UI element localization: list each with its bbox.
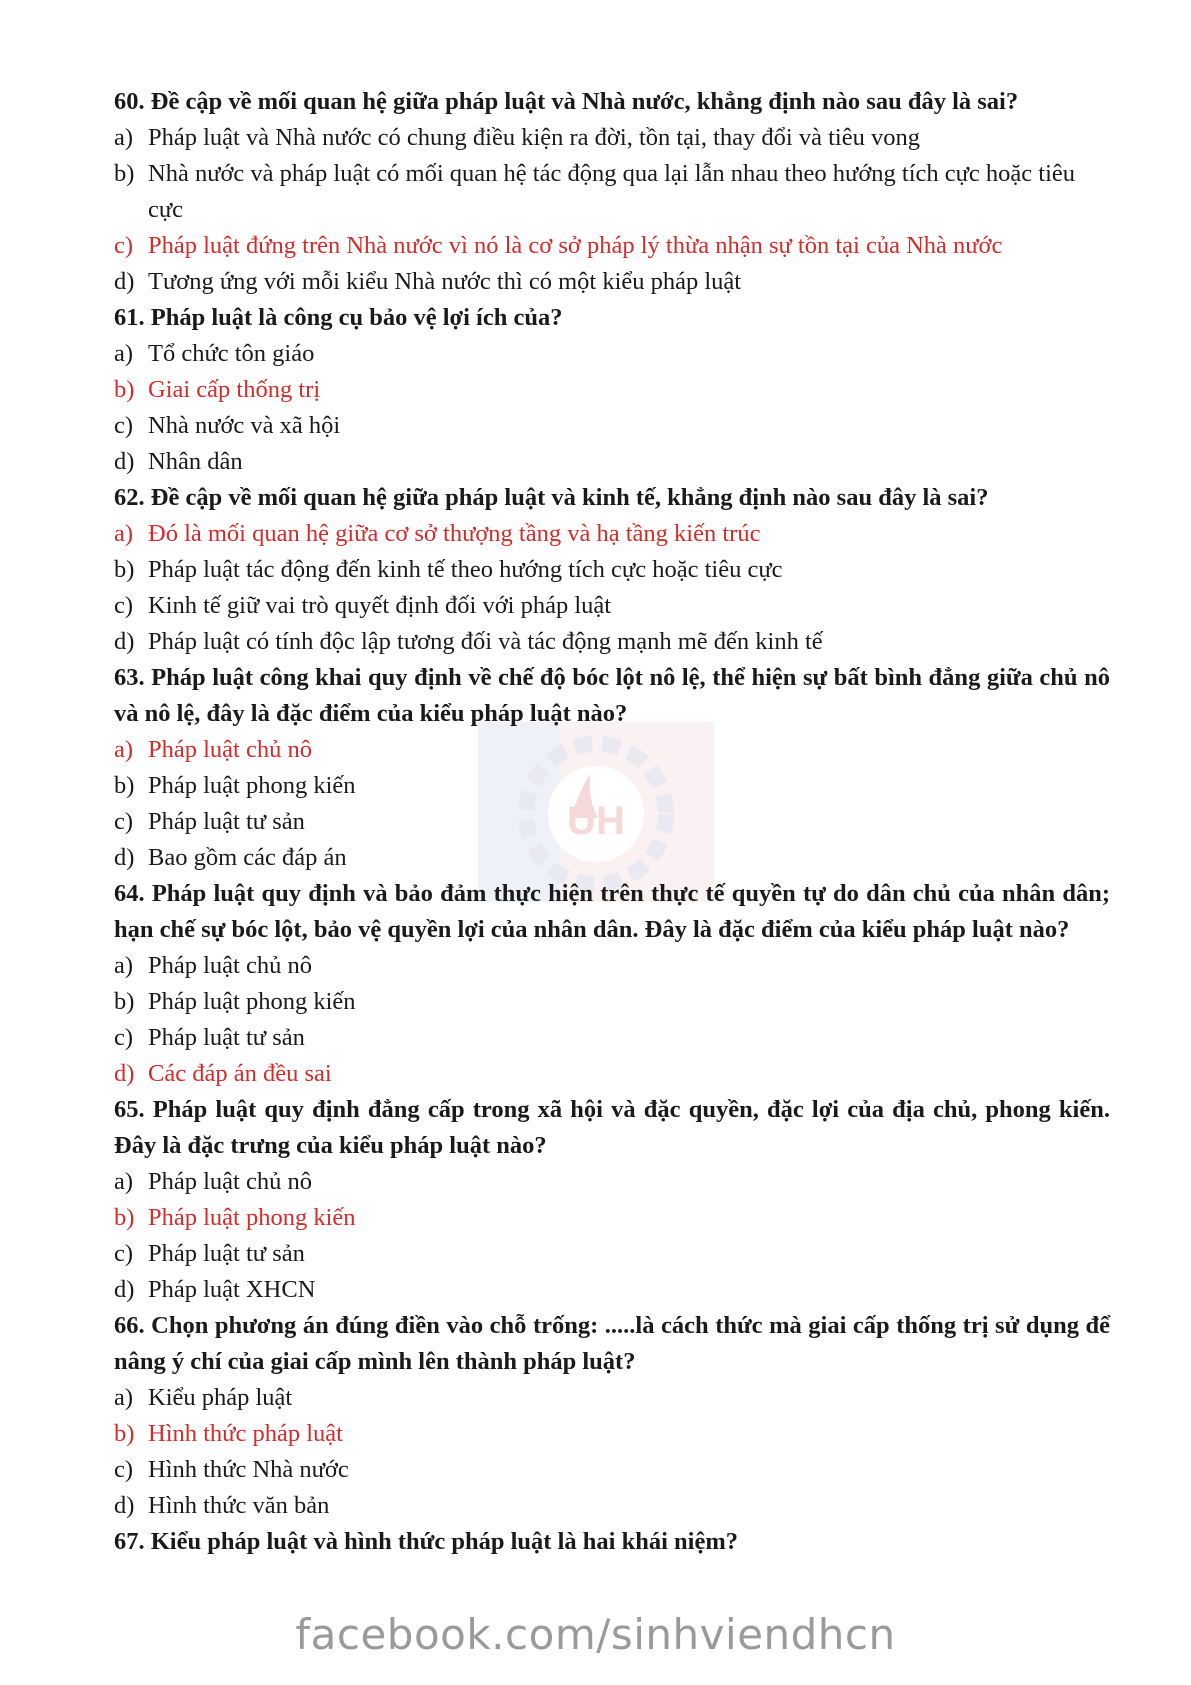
answer-option bbox=[114, 588, 1110, 624]
option-letter: b) bbox=[114, 988, 135, 1015]
option-text: Pháp luật tác động đến kinh tế theo hướng tích cực hoặc tiêu cực bbox=[148, 556, 783, 583]
option-text: Pháp luật phong kiến bbox=[148, 1204, 356, 1231]
watermark-letters: UH bbox=[567, 799, 625, 843]
option-text: Giai cấp thống trị bbox=[148, 376, 321, 403]
option-letter: c) bbox=[114, 592, 134, 619]
option-letter: a) bbox=[114, 340, 134, 367]
option-text: Pháp luật chủ nô bbox=[148, 736, 312, 763]
option-text: Pháp luật phong kiến bbox=[148, 772, 356, 799]
option-text: Pháp luật chủ nô bbox=[148, 952, 312, 979]
answer-option-correct bbox=[114, 1200, 1110, 1236]
option-letter: a) bbox=[114, 1168, 134, 1195]
option-letter: c) bbox=[114, 1024, 134, 1051]
answer-option bbox=[114, 624, 1110, 660]
option-letter: c) bbox=[114, 232, 134, 259]
answer-option bbox=[114, 1164, 1110, 1200]
answer-option bbox=[114, 1236, 1110, 1272]
option-letter: d) bbox=[114, 1060, 135, 1087]
answer-option bbox=[114, 552, 1110, 588]
option-text: Pháp luật chủ nô bbox=[148, 1168, 312, 1195]
option-text: Hình thức pháp luật bbox=[148, 1420, 343, 1447]
option-letter: a) bbox=[114, 736, 134, 763]
answer-option bbox=[114, 264, 1110, 300]
option-text: Các đáp án đều sai bbox=[148, 1060, 332, 1087]
option-text: Tương ứng với mỗi kiểu Nhà nước thì có một kiểu pháp luật bbox=[148, 268, 742, 295]
answer-option bbox=[114, 1380, 1110, 1416]
option-letter: a) bbox=[114, 520, 134, 547]
answer-option bbox=[114, 444, 1110, 480]
option-text: Pháp luật phong kiến bbox=[148, 988, 356, 1015]
answer-option-correct bbox=[114, 228, 1110, 264]
option-letter: d) bbox=[114, 448, 135, 475]
answer-option bbox=[114, 768, 1110, 804]
option-text: Pháp luật XHCN bbox=[148, 1276, 316, 1303]
answer-option bbox=[114, 1020, 1110, 1056]
option-text: Đó là mối quan hệ giữa cơ sở thượng tầng và hạ tầng kiến trúc bbox=[148, 520, 761, 547]
option-text: Hình thức văn bản bbox=[148, 1492, 330, 1519]
answer-option bbox=[114, 156, 1110, 228]
answer-option-correct bbox=[114, 1056, 1110, 1092]
option-text: Pháp luật tư sản bbox=[148, 1024, 305, 1051]
question-text: 60. Đề cập về mối quan hệ giữa pháp luật và Nhà nước, khẳng định nào sau đây là sai? bbox=[114, 88, 1019, 115]
answer-option bbox=[114, 120, 1110, 156]
option-letter: b) bbox=[114, 1204, 135, 1231]
option-letter: c) bbox=[114, 1456, 134, 1483]
question-text: 65. Pháp luật quy định đẳng cấp trong xã hội và đặc quyền, đặc lợi của địa chủ, phong kiến. Đây là đặc trưng của kiểu pháp luật nào? bbox=[114, 1096, 1110, 1159]
answer-option-correct bbox=[114, 516, 1110, 552]
answer-option bbox=[114, 1452, 1110, 1488]
answer-option bbox=[114, 1272, 1110, 1308]
option-text: Pháp luật và Nhà nước có chung điều kiện ra đời, tồn tại, thay đổi và tiêu vong bbox=[148, 124, 920, 151]
question-list bbox=[114, 84, 1110, 1560]
option-text: Tổ chức tôn giáo bbox=[148, 340, 315, 367]
option-text: Bao gồm các đáp án bbox=[148, 844, 347, 871]
option-letter: c) bbox=[114, 412, 134, 439]
option-text: Pháp luật tư sản bbox=[148, 1240, 305, 1267]
answer-option bbox=[114, 948, 1110, 984]
option-letter: d) bbox=[114, 628, 135, 655]
option-letter: b) bbox=[114, 556, 135, 583]
option-letter: b) bbox=[114, 772, 135, 799]
answer-option bbox=[114, 840, 1110, 876]
option-letter: d) bbox=[114, 1276, 135, 1303]
answer-option bbox=[114, 804, 1110, 840]
option-letter: c) bbox=[114, 808, 134, 835]
footer-url: facebook.com/sinhviendhcn bbox=[295, 1610, 896, 1659]
question-text: 63. Pháp luật công khai quy định về chế độ bóc lột nô lệ, thể hiện sự bất bình đẳng giữa chủ nô và nô lệ, đây là đặc điểm của kiểu pháp luật nào? bbox=[114, 664, 1110, 727]
question-text: 61. Pháp luật là công cụ bảo vệ lợi ích của? bbox=[114, 304, 563, 331]
option-letter: b) bbox=[114, 376, 135, 403]
answer-option bbox=[114, 984, 1110, 1020]
option-letter: d) bbox=[114, 844, 135, 871]
option-text: Nhà nước và pháp luật có mối quan hệ tác động qua lại lẫn nhau theo hướng tích cực hoặc tiêu cực bbox=[148, 160, 1076, 223]
question-text: 67. Kiểu pháp luật và hình thức pháp luật là hai khái niệm? bbox=[114, 1528, 738, 1555]
option-text: Pháp luật đứng trên Nhà nước vì nó là cơ sở pháp lý thừa nhận sự tồn tại của Nhà nước bbox=[148, 232, 1003, 259]
question-text: 64. Pháp luật quy định và bảo đảm thực hiện trên thực tế quyền tự do dân chủ của nhân dân; hạn chế sự bóc lột, bảo vệ quyền lợi của nhân dân. Đây là đặc điểm của kiểu pháp luật nào? bbox=[114, 880, 1110, 943]
answer-option bbox=[114, 408, 1110, 444]
option-letter: d) bbox=[114, 268, 135, 295]
option-text: Pháp luật tư sản bbox=[148, 808, 305, 835]
option-text: Kinh tế giữ vai trò quyết định đối với pháp luật bbox=[148, 592, 612, 619]
option-letter: a) bbox=[114, 1384, 134, 1411]
question-text: 62. Đề cập về mối quan hệ giữa pháp luật và kinh tế, khẳng định nào sau đây là sai? bbox=[114, 484, 989, 511]
option-text: Pháp luật có tính độc lập tương đối và tác động mạnh mẽ đến kinh tế bbox=[148, 628, 823, 655]
answer-option-correct bbox=[114, 372, 1110, 408]
answer-option bbox=[114, 336, 1110, 372]
option-letter: d) bbox=[114, 1492, 135, 1519]
answer-option-correct bbox=[114, 1416, 1110, 1452]
answer-option-correct bbox=[114, 732, 1110, 768]
question-text: 66. Chọn phương án đúng điền vào chỗ trống: .....là cách thức mà giai cấp thống trị sử dụng để nâng ý chí của giai cấp mình lên thành pháp luật? bbox=[114, 1312, 1110, 1375]
option-letter: b) bbox=[114, 160, 135, 187]
option-text: Nhà nước và xã hội bbox=[148, 412, 341, 439]
option-text: Nhân dân bbox=[148, 448, 243, 475]
option-letter: c) bbox=[114, 1240, 134, 1267]
option-letter: a) bbox=[114, 952, 134, 979]
option-text: Hình thức Nhà nước bbox=[148, 1456, 349, 1483]
option-letter: a) bbox=[114, 124, 134, 151]
answer-option bbox=[114, 1488, 1110, 1524]
option-letter: b) bbox=[114, 1420, 135, 1447]
option-text: Kiểu pháp luật bbox=[148, 1384, 293, 1411]
